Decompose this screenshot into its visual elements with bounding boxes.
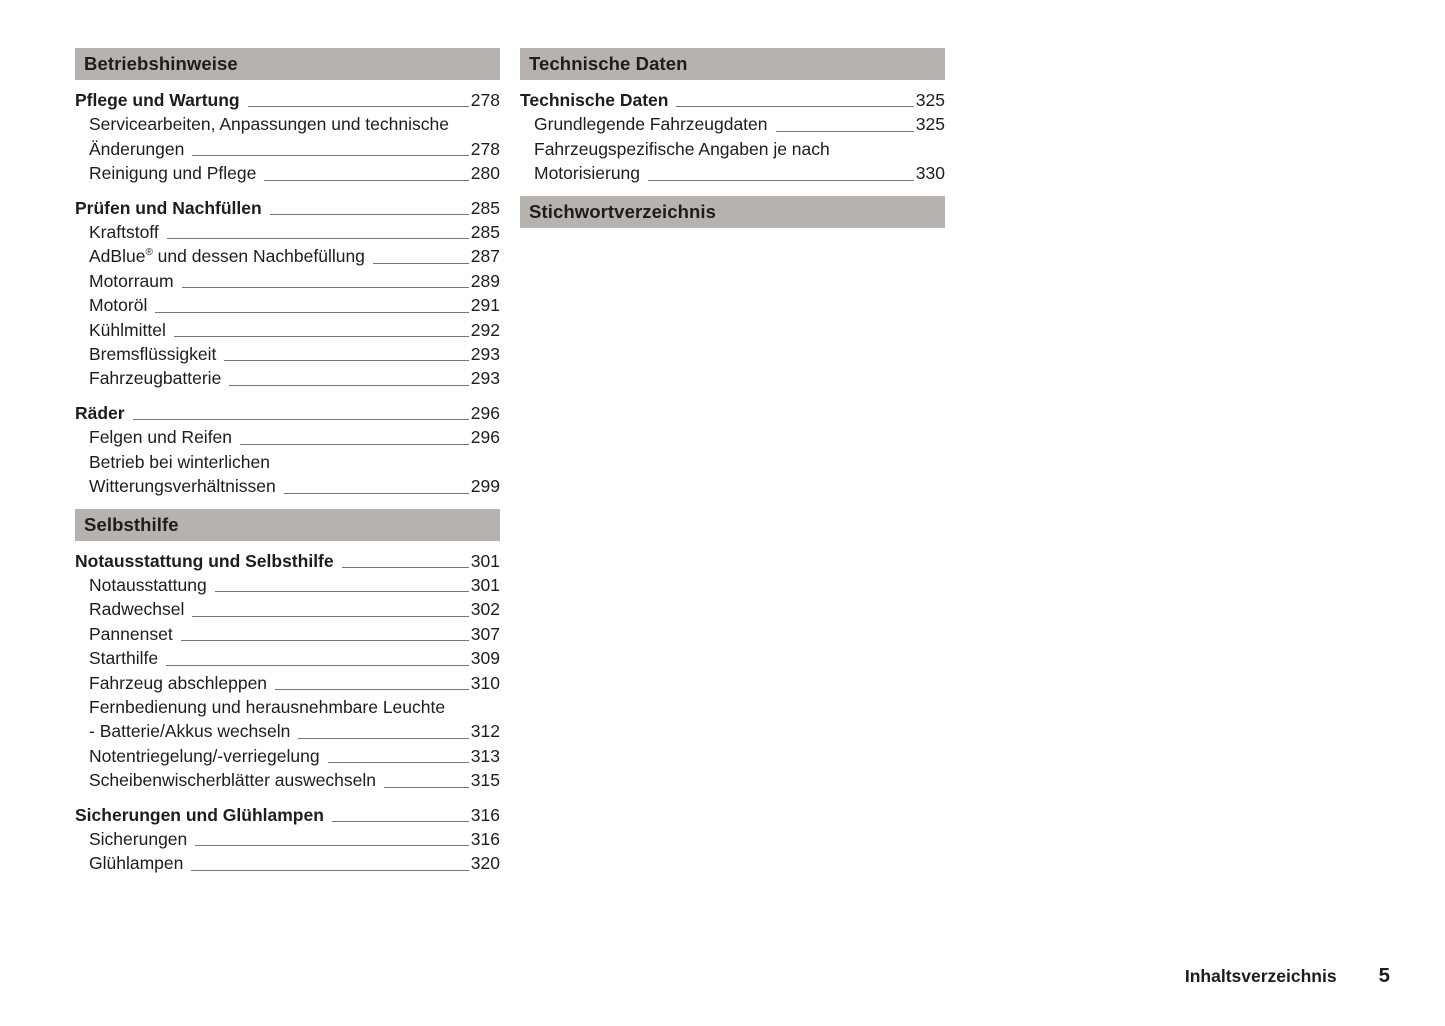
- leader-line: [270, 214, 469, 215]
- leader-line: [166, 665, 469, 666]
- entry-page-number: 330: [915, 163, 945, 184]
- footer-chapter-label: Inhaltsverzeichnis: [1184, 966, 1337, 986]
- entry-page-number: 299: [470, 476, 500, 497]
- toc-entry-line: [520, 112, 945, 136]
- toc-column-right: [520, 48, 945, 886]
- entry-page-number: 309: [470, 648, 500, 669]
- entry-page-number: 285: [470, 197, 500, 218]
- entry-label: Reinigung und Pflege: [89, 163, 257, 184]
- leader-line: [384, 787, 469, 788]
- leader-line: [676, 106, 913, 107]
- entry-page-number: 310: [470, 672, 500, 693]
- section-header-bar: [520, 196, 945, 228]
- entry-page-number: 287: [470, 246, 500, 267]
- entry-label: Felgen und Reifen: [89, 427, 233, 448]
- toc-entry-line: [75, 622, 500, 646]
- toc-group: [75, 549, 500, 793]
- entry-label: Pflege und Wartung: [75, 90, 240, 110]
- toc-entry-line: [75, 244, 500, 268]
- toc-entry-line: [75, 318, 500, 342]
- entry-label: AdBlue® und dessen Nachbefüllung: [89, 246, 365, 267]
- entry-label: Radwechsel: [89, 599, 185, 620]
- entry-label: Notausstattung und Selbsthilfe: [75, 550, 334, 571]
- entry-label: Sicherungen: [89, 828, 188, 849]
- entry-page-number: 313: [470, 745, 500, 766]
- toc-entry-line: [75, 450, 500, 474]
- entry-label: Fahrzeug abschleppen: [89, 672, 268, 693]
- entry-label: Räder: [75, 402, 125, 423]
- entry-page-number: 301: [470, 574, 500, 595]
- toc-entry-line: [75, 425, 500, 449]
- toc-entry-line: [520, 137, 945, 161]
- entry-page-number: 292: [470, 319, 500, 340]
- section-header-bar: [520, 48, 945, 80]
- entry-page-number: 285: [470, 222, 500, 243]
- toc-entry-line: [75, 803, 500, 827]
- entry-label: Änderungen: [89, 138, 185, 159]
- entry-page-number: 320: [470, 853, 500, 874]
- entry-label: Starthilfe: [89, 648, 159, 669]
- toc-group: [75, 401, 500, 499]
- leader-line: [776, 131, 914, 132]
- toc-entry-line: [520, 88, 945, 112]
- entry-page-number: 278: [470, 138, 500, 159]
- toc-entry-line: [75, 671, 500, 695]
- leader-line: [215, 591, 469, 592]
- entry-page-number: 289: [470, 270, 500, 291]
- toc-entry-line: [75, 220, 500, 244]
- leader-line: [328, 762, 469, 763]
- leader-line: [298, 738, 468, 739]
- entry-label: Scheibenwischerblätter auswechseln: [89, 770, 376, 791]
- entry-label: - Batterie/Akkus wechseln: [89, 721, 291, 742]
- entry-label: Bremsflüssigkeit: [89, 344, 217, 365]
- entry-label: Motorraum: [89, 270, 174, 291]
- entry-page-number: 302: [470, 599, 500, 620]
- toc-entry-line: [75, 719, 500, 743]
- toc-entry-line: [75, 695, 500, 719]
- entry-page-number: 307: [470, 623, 500, 644]
- leader-line: [373, 263, 469, 264]
- leader-line: [240, 444, 469, 445]
- entry-page-number: 316: [470, 804, 500, 825]
- leader-line: [191, 870, 468, 871]
- section-header-title: Stichwortverzeichnis: [529, 200, 717, 222]
- entry-label: Kraftstoff: [89, 222, 159, 243]
- entry-label: Prüfen und Nachfüllen: [75, 197, 262, 218]
- table-of-contents: [75, 48, 945, 886]
- entry-label: Grundlegende Fahrzeugdaten: [534, 114, 768, 135]
- toc-group: [520, 88, 945, 186]
- toc-entry-line: [75, 366, 500, 390]
- entry-label: Glühlampen: [89, 853, 184, 874]
- entry-page-number: 296: [470, 427, 500, 448]
- toc-entry-line: [75, 597, 500, 621]
- entry-page-number: 291: [470, 295, 500, 316]
- toc-entry-line: [75, 744, 500, 768]
- entry-label: Fernbedienung und herausnehmbare Leuchte: [89, 696, 446, 717]
- toc-entry-line: [75, 342, 500, 366]
- entry-label: Fahrzeugbatterie: [89, 368, 222, 389]
- entry-page-number: 315: [470, 770, 500, 791]
- entry-label: Motoröl: [89, 295, 148, 316]
- toc-entry-line: [75, 401, 500, 425]
- page-footer: [1185, 964, 1390, 988]
- entry-label: Notentriegelung/-verriegelung: [89, 745, 320, 766]
- toc-entry-line: [75, 768, 500, 792]
- entry-label: Pannenset: [89, 623, 173, 644]
- entry-page-number: 325: [915, 90, 945, 110]
- entry-label: Kühlmittel: [89, 319, 166, 340]
- leader-line: [192, 616, 468, 617]
- section-header-bar: [75, 509, 500, 541]
- entry-page-number: 293: [470, 344, 500, 365]
- leader-line: [224, 360, 468, 361]
- section-header-title: Technische Daten: [529, 53, 688, 74]
- toc-entry-line: [75, 549, 500, 573]
- entry-label: Fahrzeugspezifische Angaben je nach: [534, 138, 830, 159]
- entry-page-number: 296: [470, 402, 500, 423]
- leader-line: [342, 567, 469, 568]
- toc-entry-line: [520, 161, 945, 185]
- leader-line: [167, 238, 469, 239]
- registered-trademark-symbol: ®: [145, 247, 153, 259]
- entry-label: Technische Daten: [520, 90, 669, 110]
- toc-entry-line: [75, 196, 500, 220]
- entry-label: Motorisierung: [534, 163, 641, 184]
- toc-entry-line: [75, 293, 500, 317]
- entry-label: Sicherungen und Glühlampen: [75, 804, 324, 825]
- toc-entry-line: [75, 573, 500, 597]
- leader-line: [174, 336, 469, 337]
- entry-page-number: 325: [915, 114, 945, 135]
- leader-line: [284, 493, 469, 494]
- leader-line: [332, 821, 469, 822]
- entry-label: Witterungsverhältnissen: [89, 476, 276, 497]
- leader-line: [181, 640, 469, 641]
- toc-group: [75, 88, 500, 186]
- leader-line: [155, 312, 468, 313]
- section-header-title: Selbsthilfe: [84, 513, 179, 535]
- entry-page-number: 316: [470, 828, 500, 849]
- toc-entry-line: [75, 161, 500, 185]
- entry-page-number: 301: [470, 550, 500, 571]
- entry-page-number: 312: [470, 721, 500, 742]
- toc-entry-line: [75, 88, 500, 112]
- toc-entry-line: [75, 269, 500, 293]
- entry-page-number: 278: [470, 90, 500, 110]
- section-header-bar: [75, 48, 500, 80]
- leader-line: [192, 155, 468, 156]
- entry-label: Notausstattung: [89, 574, 207, 595]
- section-header-title: Betriebshinweise: [84, 53, 238, 74]
- toc-entry-line: [75, 474, 500, 498]
- leader-line: [275, 689, 469, 690]
- leader-line: [195, 845, 469, 846]
- toc-entry-line: [75, 112, 500, 136]
- footer-page-number: 5: [1378, 964, 1390, 987]
- toc-group: [75, 196, 500, 391]
- leader-line: [133, 419, 469, 420]
- toc-group: [75, 803, 500, 876]
- entry-page-number: 280: [470, 163, 500, 184]
- entry-label: Servicearbeiten, Anpassungen und technische: [89, 114, 449, 135]
- entry-page-number: 293: [470, 368, 500, 389]
- toc-column-left: [75, 48, 500, 886]
- leader-line: [229, 385, 468, 386]
- leader-line: [648, 180, 914, 181]
- toc-entry-line: [75, 827, 500, 851]
- leader-line: [182, 287, 469, 288]
- toc-entry-line: [75, 646, 500, 670]
- entry-label: Betrieb bei winterlichen: [89, 451, 270, 472]
- toc-entry-line: [75, 137, 500, 161]
- leader-line: [248, 106, 469, 107]
- leader-line: [264, 180, 468, 181]
- toc-entry-line: [75, 851, 500, 875]
